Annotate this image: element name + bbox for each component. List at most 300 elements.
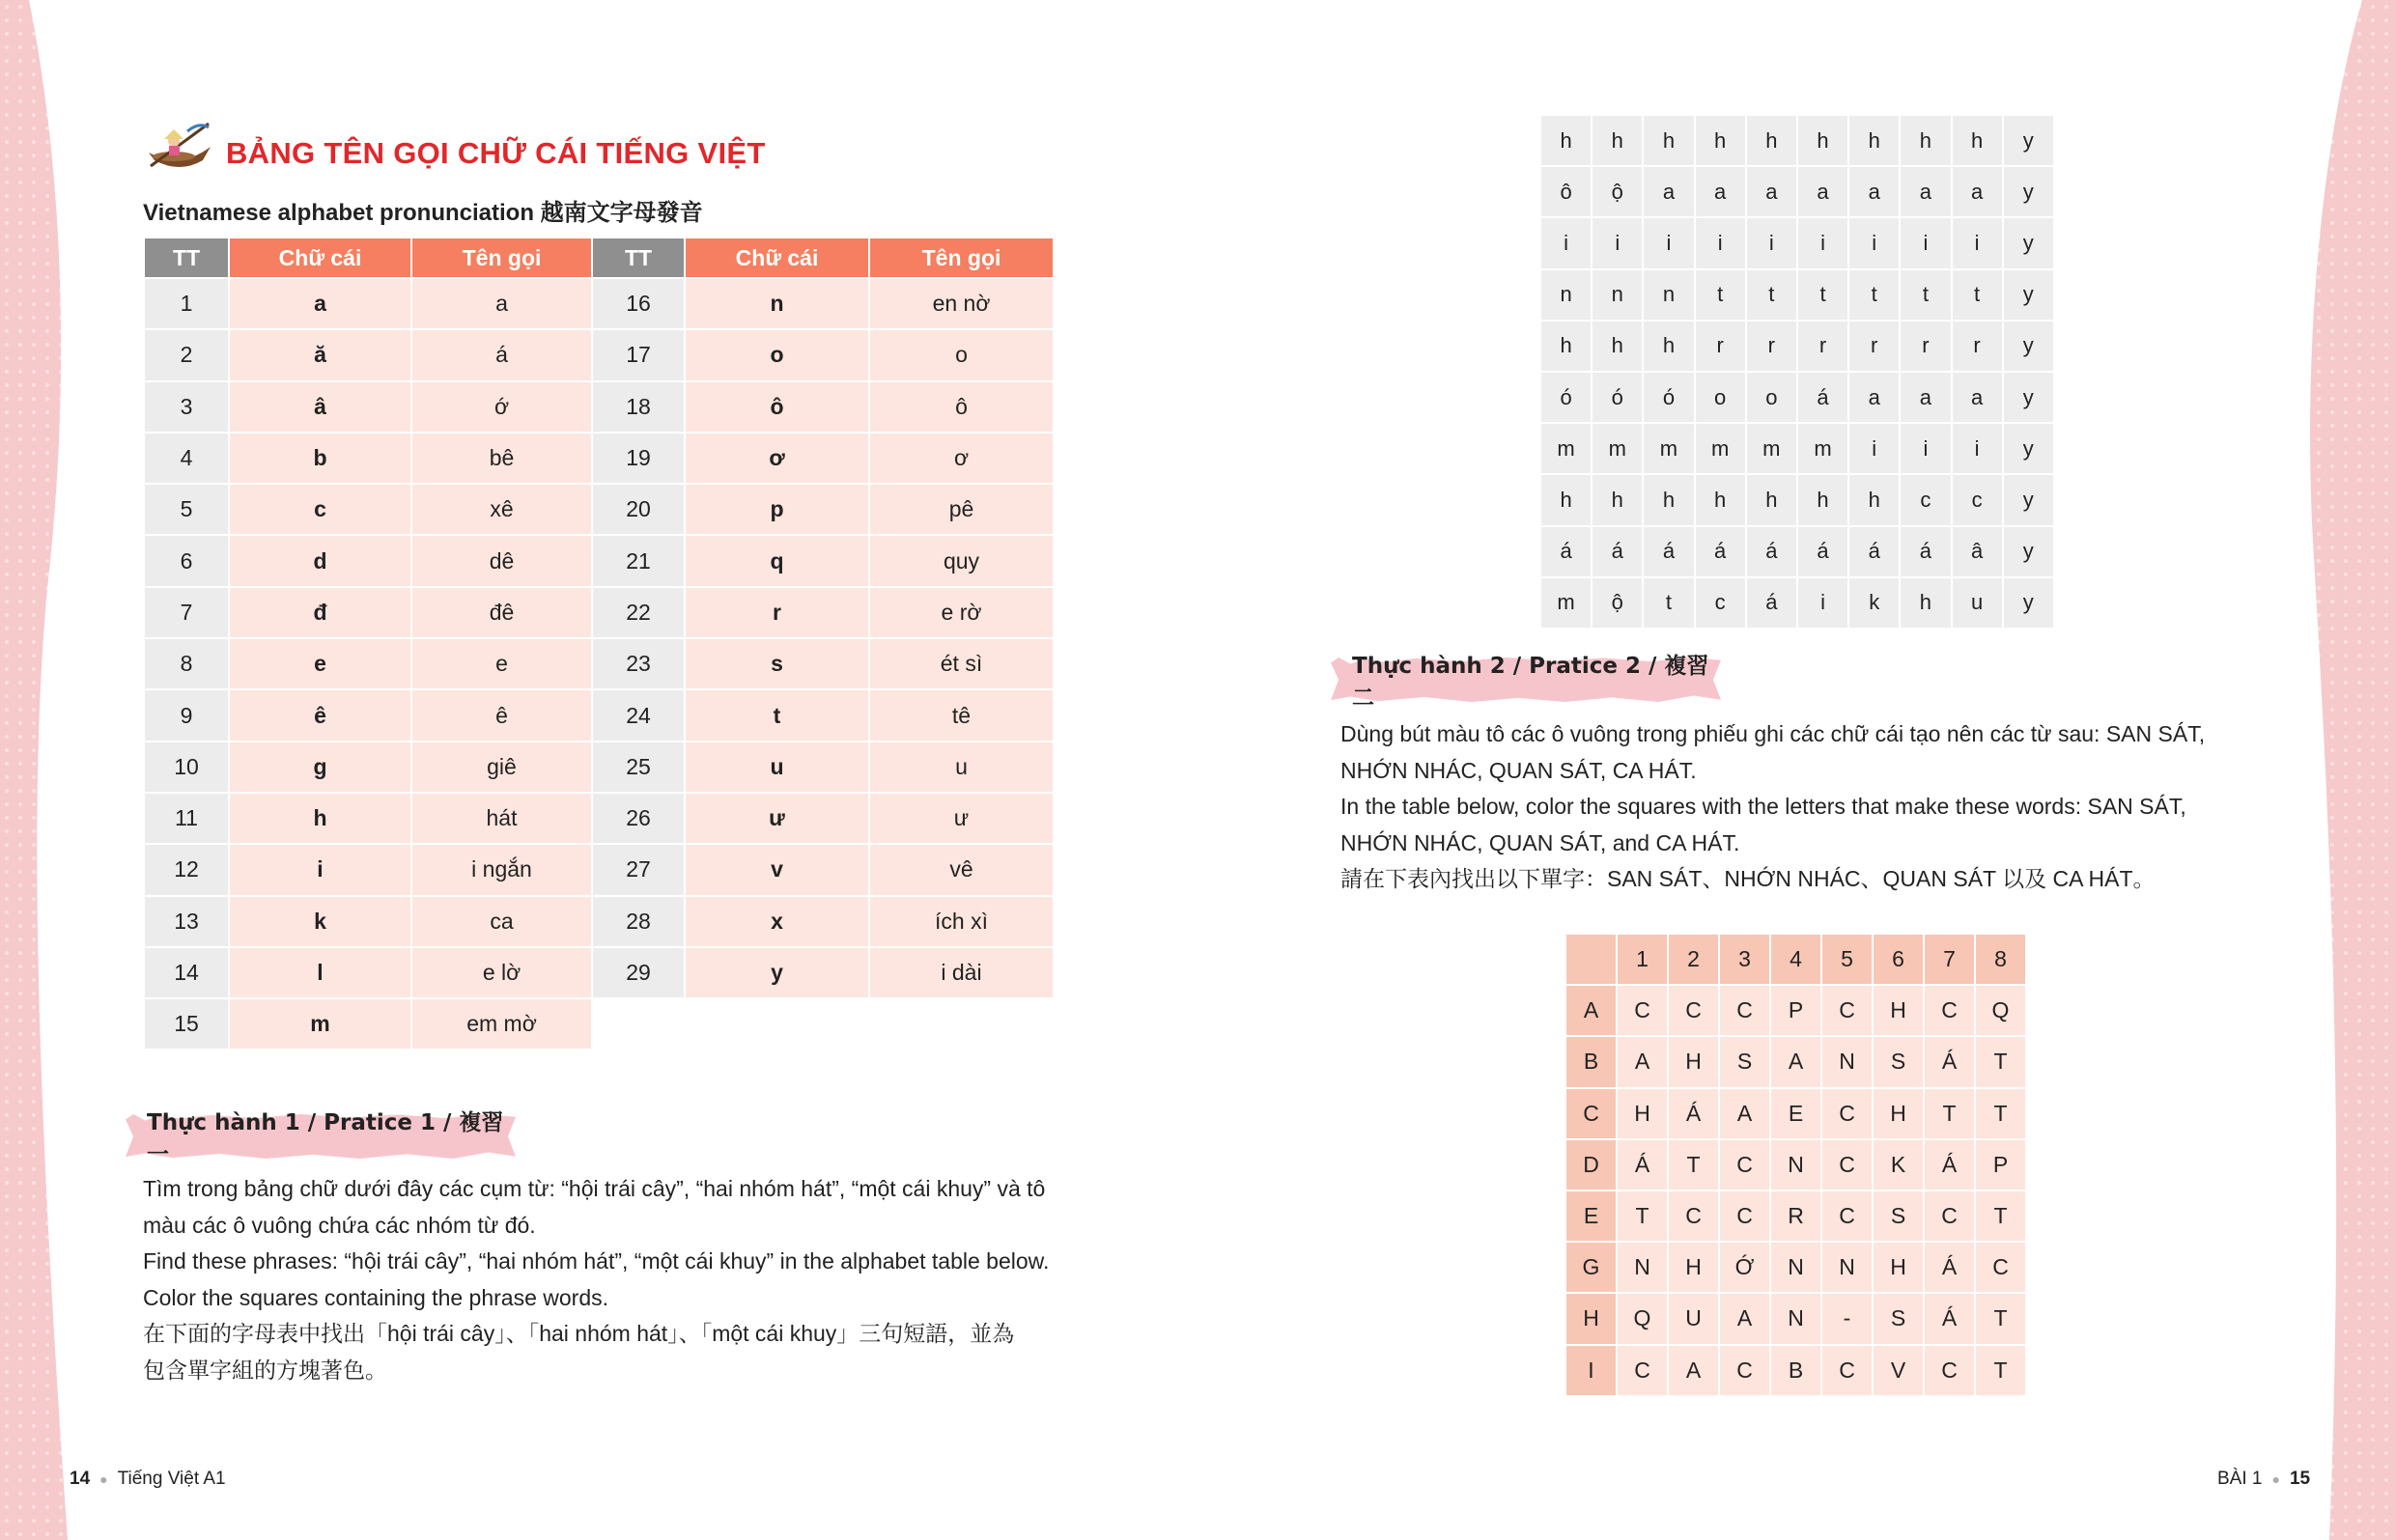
grid-cell: S	[1873, 1190, 1924, 1242]
letter-cell: r	[685, 587, 869, 638]
practice-2-line: Dùng bút màu tô các ô vuông trong phiếu ghi các chữ cái tạo nên các từ sau: SAN SÁT,	[1340, 721, 2206, 746]
tt-cell: 26	[592, 793, 685, 844]
grid-cell: T	[1975, 1293, 2026, 1344]
column-header-cell: 6	[1873, 934, 1924, 985]
grid-cell: r	[1695, 321, 1746, 372]
table-row	[144, 278, 1054, 329]
grid-cell: B	[1770, 1345, 1821, 1396]
grid-cell: Á	[1924, 1242, 1975, 1293]
grid-cell: h	[1643, 115, 1694, 166]
tt-cell: 9	[144, 689, 229, 741]
letter-cell: o	[685, 329, 869, 380]
tt-cell: 19	[592, 433, 685, 484]
grid-cell: á	[1746, 577, 1797, 629]
letter-cell: l	[229, 947, 411, 998]
grid-cell: y	[2003, 115, 2054, 166]
grid-cell: C	[1617, 1345, 1668, 1396]
grid-cell: i	[1797, 577, 1848, 629]
grid-cell: h	[1848, 115, 1900, 166]
grid-cell: a	[1746, 166, 1797, 217]
grid-cell: C	[1617, 985, 1668, 1036]
grid-cell: i	[1952, 217, 2003, 268]
grid-cell: m	[1540, 423, 1592, 474]
name-cell: u	[869, 742, 1054, 793]
grid-cell: Á	[1617, 1139, 1668, 1190]
practice-2-line: In the table below, color the squares with the letters that make these words: SAN SÁT,	[1340, 794, 2186, 819]
table-row	[144, 742, 1054, 793]
grid-cell: ộ	[1592, 577, 1643, 629]
grid-cell: y	[2003, 372, 2054, 423]
tt-cell: 15	[144, 998, 229, 1050]
letter-cell: q	[685, 535, 869, 586]
grid-cell: h	[1695, 474, 1746, 525]
grid-row	[1565, 1036, 2026, 1087]
grid-row	[1540, 269, 2054, 321]
footer-separator: ●	[2271, 1471, 2280, 1487]
grid-cell: m	[1540, 577, 1592, 629]
grid-cell: i	[1848, 217, 1900, 268]
tt-cell: 14	[144, 947, 229, 998]
grid-cell: R	[1770, 1190, 1821, 1242]
name-cell: dê	[411, 535, 592, 586]
header-name-right: Tên gọi	[869, 238, 1054, 278]
grid-cell: C	[1719, 1190, 1770, 1242]
tt-cell: 25	[592, 742, 685, 793]
header-tt-left: TT	[144, 238, 229, 278]
grid-cell: i	[1695, 217, 1746, 268]
letter-cell: c	[229, 484, 411, 535]
grid-cell: r	[1797, 321, 1848, 372]
table-row	[144, 329, 1054, 380]
practice-1-line: 在下面的字母表中找出「hội trái cây」、「hai nhóm hát」、「một cái khuy」三句短語，並為	[143, 1321, 1015, 1346]
name-cell: đê	[411, 587, 592, 638]
grid-cell: V	[1873, 1345, 1924, 1396]
grid-row	[1565, 1293, 2026, 1344]
row-header-cell: E	[1565, 1190, 1617, 1242]
grid-cell: P	[1770, 985, 1821, 1036]
grid-cell: C	[1719, 1345, 1770, 1396]
name-cell: ơ	[869, 433, 1054, 484]
tt-cell: 11	[144, 793, 229, 844]
grid-cell: i	[1952, 423, 2003, 474]
tt-cell: 2	[144, 329, 229, 380]
grid-cell: á	[1797, 526, 1848, 577]
grid-cell: E	[1770, 1088, 1821, 1139]
grid-corner-cell	[1565, 934, 1617, 985]
grid-cell: i	[1900, 217, 1951, 268]
grid-cell: h	[1797, 115, 1848, 166]
grid-cell: h	[1952, 115, 2003, 166]
tt-cell: 4	[144, 433, 229, 484]
grid-cell: i	[1797, 217, 1848, 268]
grid-cell: ó	[1540, 372, 1592, 423]
grid-cell: C	[1821, 1345, 1873, 1396]
practice-1-line: màu các ô vuông chứa các nhóm từ đó.	[143, 1212, 536, 1238]
grid-cell: ó	[1643, 372, 1694, 423]
table-row	[144, 587, 1054, 638]
letter-cell: x	[685, 896, 869, 947]
grid-cell: m	[1695, 423, 1746, 474]
grid-cell: a	[1952, 372, 2003, 423]
grid-cell: y	[2003, 321, 2054, 372]
grid-cell: r	[1848, 321, 1900, 372]
grid-cell: C	[1719, 985, 1770, 1036]
letter-cell: y	[685, 947, 869, 998]
practice-2-instructions	[1340, 716, 2229, 898]
grid-cell: h	[1643, 321, 1694, 372]
table-row	[144, 998, 1054, 1050]
grid-cell: i	[1540, 217, 1592, 268]
grid-cell: y	[2003, 423, 2054, 474]
name-cell: ô	[869, 381, 1054, 433]
grid-cell: á	[1540, 526, 1592, 577]
name-cell: ích xì	[869, 896, 1054, 947]
grid-cell: y	[2003, 474, 2054, 525]
letter-cell: t	[685, 689, 869, 741]
tt-cell: 3	[144, 381, 229, 433]
practice-2-line: NHỚN NHÁC, QUAN SÁT, and CA HÁT.	[1340, 829, 1740, 855]
grid-cell: N	[1770, 1293, 1821, 1344]
grid-cell: h	[1643, 474, 1694, 525]
left-footer	[70, 1469, 226, 1490]
practice-2-line: 請在下表內找出以下單字：SAN SÁT、NHỚN NHÁC、QUAN SÁT 以及 CA HÁT。	[1340, 866, 2156, 891]
grid-cell: t	[1643, 577, 1694, 629]
column-header-cell: 5	[1821, 934, 1873, 985]
grid-cell: Q	[1975, 985, 2026, 1036]
grid-row	[1540, 577, 2054, 629]
grid-cell: S	[1719, 1036, 1770, 1087]
grid-cell: c	[1900, 474, 1951, 525]
letter-cell: p	[685, 484, 869, 535]
tt-cell: 7	[144, 587, 229, 638]
grid-cell: h	[1540, 115, 1592, 166]
tt-cell: 28	[592, 896, 685, 947]
practice-2-line: NHỚN NHÁC, QUAN SÁT, CA HÁT.	[1340, 757, 1697, 783]
tt-cell: 18	[592, 381, 685, 433]
grid-cell: h	[1592, 474, 1643, 525]
grid-cell: á	[1900, 526, 1951, 577]
grid-cell: H	[1873, 985, 1924, 1036]
name-cell: i ngắn	[411, 844, 592, 895]
grid-cell: H	[1617, 1088, 1668, 1139]
grid-row	[1540, 166, 2054, 217]
grid-cell: A	[1668, 1345, 1719, 1396]
grid-cell: a	[1900, 372, 1951, 423]
tt-cell: 23	[592, 638, 685, 689]
grid-row	[1540, 423, 2054, 474]
row-header-cell: H	[1565, 1293, 1617, 1344]
tt-cell: 8	[144, 638, 229, 689]
grid-cell: ó	[1592, 372, 1643, 423]
practice-1-instructions	[143, 1171, 1070, 1388]
row-header-cell: B	[1565, 1036, 1617, 1087]
grid-cell: h	[1746, 474, 1797, 525]
grid-cell: A	[1617, 1036, 1668, 1087]
grid-cell: a	[1797, 166, 1848, 217]
letter-cell: i	[229, 844, 411, 895]
tt-cell: 1	[144, 278, 229, 329]
grid-cell: u	[1952, 577, 2003, 629]
grid-cell: T	[1924, 1088, 1975, 1139]
grid-cell: n	[1643, 269, 1694, 321]
grid-cell: T	[1975, 1345, 2026, 1396]
name-cell: ớ	[411, 381, 592, 433]
name-cell: vê	[869, 844, 1054, 895]
grid-cell: ô	[1540, 166, 1592, 217]
name-cell: pê	[869, 484, 1054, 535]
grid-cell: C	[1924, 1190, 1975, 1242]
grid-cell: r	[1952, 321, 2003, 372]
header-tt-right: TT	[592, 238, 685, 278]
grid-cell: á	[1592, 526, 1643, 577]
grid-cell: m	[1592, 423, 1643, 474]
grid-cell: t	[1900, 269, 1951, 321]
header-letter-right: Chữ cái	[685, 238, 869, 278]
grid-cell: t	[1952, 269, 2003, 321]
grid-cell: S	[1873, 1036, 1924, 1087]
grid-cell: n	[1592, 269, 1643, 321]
empty-cell	[592, 998, 1054, 1050]
grid-cell: Á	[1924, 1293, 1975, 1344]
name-cell: e rờ	[869, 587, 1054, 638]
grid-cell: Á	[1924, 1036, 1975, 1087]
grid-cell: C	[1668, 1190, 1719, 1242]
grid-cell: T	[1975, 1088, 2026, 1139]
row-header-cell: D	[1565, 1139, 1617, 1190]
table-row	[144, 535, 1054, 586]
table-row	[144, 689, 1054, 741]
tt-cell: 21	[592, 535, 685, 586]
grid-cell: c	[1695, 577, 1746, 629]
grid-cell: a	[1695, 166, 1746, 217]
grid-row	[1565, 1088, 2026, 1139]
alphabet-table-header	[144, 238, 1054, 278]
row-header-cell: C	[1565, 1088, 1617, 1139]
grid-cell: S	[1873, 1293, 1924, 1344]
letter-cell: d	[229, 535, 411, 586]
grid-cell: i	[1848, 423, 1900, 474]
grid-row	[1565, 1345, 2026, 1396]
grid-cell: A	[1719, 1293, 1770, 1344]
grid-cell: a	[1952, 166, 2003, 217]
grid-row	[1565, 1190, 2026, 1242]
grid-cell: h	[1592, 321, 1643, 372]
grid-cell: C	[1821, 1190, 1873, 1242]
table-row	[144, 381, 1054, 433]
row-header-cell: G	[1565, 1242, 1617, 1293]
tt-cell: 22	[592, 587, 685, 638]
name-cell: ê	[411, 689, 592, 741]
grid-cell: a	[1848, 372, 1900, 423]
name-cell: ca	[411, 896, 592, 947]
name-cell: giê	[411, 742, 592, 793]
name-cell: hát	[411, 793, 592, 844]
grid-cell: c	[1952, 474, 2003, 525]
grid-cell: C	[1821, 1139, 1873, 1190]
grid-cell: Á	[1668, 1088, 1719, 1139]
grid-cell: h	[1592, 115, 1643, 166]
word-search-grid	[1564, 933, 2027, 1397]
tt-cell: 24	[592, 689, 685, 741]
name-cell: en nờ	[869, 278, 1054, 329]
table-row	[144, 484, 1054, 535]
right-page-number: 15	[2289, 1469, 2311, 1489]
name-cell: tê	[869, 689, 1054, 741]
grid-row	[1565, 1242, 2026, 1293]
practice-1-label	[126, 1110, 516, 1167]
grid-cell: C	[1975, 1242, 2026, 1293]
grid-cell: ộ	[1592, 166, 1643, 217]
footer-separator: ●	[99, 1471, 108, 1487]
right-footer	[2217, 1469, 2310, 1490]
table-row	[144, 947, 1054, 998]
tt-cell: 29	[592, 947, 685, 998]
grid-cell: á	[1695, 526, 1746, 577]
practice-1-line: Tìm trong bảng chữ dưới đây các cụm từ: “hội trái cây”, “hai nhóm hát”, “một cái khuy” và tô	[143, 1176, 1046, 1201]
grid-cell: o	[1746, 372, 1797, 423]
tt-cell: 12	[144, 844, 229, 895]
grid-row	[1540, 526, 2054, 577]
name-cell: xê	[411, 484, 592, 535]
grid-cell: H	[1873, 1088, 1924, 1139]
grid-row	[1540, 474, 2054, 525]
grid-cell: t	[1746, 269, 1797, 321]
grid-cell: H	[1668, 1242, 1719, 1293]
grid-cell: y	[2003, 269, 2054, 321]
column-header-cell: 2	[1668, 934, 1719, 985]
letter-cell: v	[685, 844, 869, 895]
grid-cell: N	[1617, 1242, 1668, 1293]
tt-cell: 27	[592, 844, 685, 895]
grid-cell: C	[1924, 985, 1975, 1036]
boat-illustration-icon	[145, 118, 214, 172]
grid-cell: C	[1668, 985, 1719, 1036]
grid-row	[1565, 1139, 2026, 1190]
grid-cell: Q	[1617, 1293, 1668, 1344]
grid-cell: P	[1975, 1139, 2026, 1190]
lesson-label: BÀI 1	[2217, 1469, 2263, 1489]
grid-cell: C	[1924, 1345, 1975, 1396]
grid-cell: y	[2003, 217, 2054, 268]
letter-cell: a	[229, 278, 411, 329]
letter-search-grid	[1539, 114, 2055, 630]
letter-cell: m	[229, 998, 411, 1050]
tt-cell: 20	[592, 484, 685, 535]
grid-cell: h	[1540, 474, 1592, 525]
row-header-cell: I	[1565, 1345, 1617, 1396]
grid-cell: h	[1900, 577, 1951, 629]
title-row	[145, 118, 766, 172]
grid-cell: m	[1746, 423, 1797, 474]
grid-cell: á	[1848, 526, 1900, 577]
grid-cell: C	[1821, 985, 1873, 1036]
letter-cell: ô	[685, 381, 869, 433]
grid-cell: y	[2003, 166, 2054, 217]
grid-cell: N	[1821, 1242, 1873, 1293]
tt-cell: 17	[592, 329, 685, 380]
tt-cell: 13	[144, 896, 229, 947]
column-header-cell: 1	[1617, 934, 1668, 985]
page-title: BẢNG TÊN GỌI CHỮ CÁI TIẾNG VIỆT	[226, 136, 766, 170]
alphabet-table	[143, 237, 1055, 1050]
tt-cell: 6	[144, 535, 229, 586]
grid-cell: h	[1797, 474, 1848, 525]
grid-cell: h	[1848, 474, 1900, 525]
table-row	[144, 433, 1054, 484]
grid-cell: n	[1540, 269, 1592, 321]
grid-row	[1540, 115, 2054, 166]
name-cell: ét sì	[869, 638, 1054, 689]
grid-cell: á	[1797, 372, 1848, 423]
header-letter-left: Chữ cái	[229, 238, 411, 278]
grid-row	[1565, 985, 2026, 1036]
grid-cell: i	[1592, 217, 1643, 268]
name-cell: o	[869, 329, 1054, 380]
grid-cell: â	[1952, 526, 2003, 577]
table-row	[144, 793, 1054, 844]
practice-2-label-text: Thực hành 2 / Pratice 2 / 複習二	[1352, 654, 1709, 711]
grid-cell: N	[1821, 1036, 1873, 1087]
grid-cell: y	[2003, 577, 2054, 629]
grid-cell: T	[1975, 1036, 2026, 1087]
practice-1-line: Color the squares containing the phrase words.	[143, 1284, 609, 1310]
letter-cell: n	[685, 278, 869, 329]
grid-cell: h	[1540, 321, 1592, 372]
letter-cell: đ	[229, 587, 411, 638]
letter-cell: g	[229, 742, 411, 793]
name-cell: e	[411, 638, 592, 689]
grid-header-row	[1565, 934, 2026, 985]
grid-cell: C	[1719, 1139, 1770, 1190]
name-cell: quy	[869, 535, 1054, 586]
grid-cell: á	[1643, 526, 1694, 577]
grid-cell: á	[1746, 526, 1797, 577]
grid-cell: t	[1848, 269, 1900, 321]
grid-cell: N	[1770, 1139, 1821, 1190]
grid-cell: i	[1746, 217, 1797, 268]
grid-cell: C	[1821, 1088, 1873, 1139]
letter-cell: s	[685, 638, 869, 689]
column-header-cell: 3	[1719, 934, 1770, 985]
table-row	[144, 638, 1054, 689]
letter-cell: ư	[685, 793, 869, 844]
grid-cell: h	[1900, 115, 1951, 166]
letter-cell: u	[685, 742, 869, 793]
letter-cell: ơ	[685, 433, 869, 484]
grid-row	[1540, 217, 2054, 268]
alphabet-table-body	[144, 278, 1054, 1050]
grid-cell: k	[1848, 577, 1900, 629]
name-cell: e lờ	[411, 947, 592, 998]
name-cell: a	[411, 278, 592, 329]
grid-cell: a	[1848, 166, 1900, 217]
grid-cell: m	[1797, 423, 1848, 474]
name-cell: á	[411, 329, 592, 380]
grid-cell: Ớ	[1719, 1242, 1770, 1293]
grid-cell: K	[1873, 1139, 1924, 1190]
left-page-number: 14	[70, 1469, 91, 1489]
grid-cell: o	[1695, 372, 1746, 423]
grid-cell: A	[1770, 1036, 1821, 1087]
grid-cell: r	[1746, 321, 1797, 372]
page-subtitle: Vietnamese alphabet pronunciation 越南文字母發音	[143, 200, 703, 226]
name-cell: ư	[869, 793, 1054, 844]
grid-cell: N	[1770, 1242, 1821, 1293]
grid-cell: T	[1617, 1190, 1668, 1242]
grid-cell: a	[1643, 166, 1694, 217]
grid-cell: h	[1695, 115, 1746, 166]
grid-cell: t	[1695, 269, 1746, 321]
